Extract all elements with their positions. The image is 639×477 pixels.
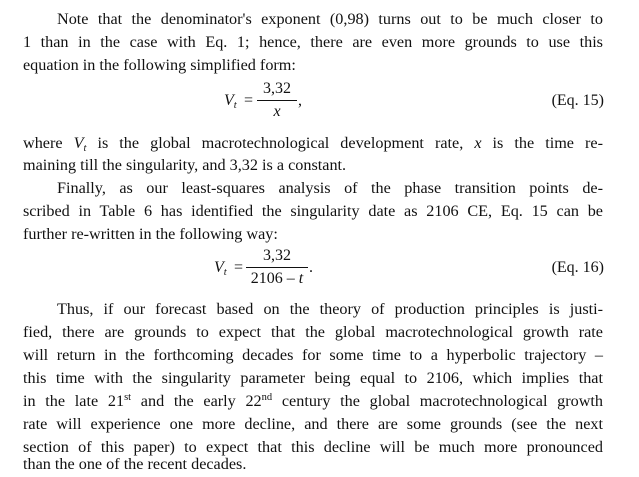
eq16-numerator: 3,32: [263, 247, 291, 264]
paragraph-4-line-7: section of this paper) to expect that this decline will be much more pronounced: [23, 438, 603, 456]
eq16-denominator: 2106 – t: [250, 270, 304, 287]
eq16-lhs: $V_t$: [214, 259, 227, 278]
paragraph-4-line-5: in the late 21st and the early 22nd century the global macrotechnological growth: [23, 392, 604, 410]
eq15-equals: =: [244, 92, 254, 109]
paragraph-4-line-3: will return in the forthcoming decades for some time to a hyperbolic trajectory –: [23, 346, 603, 364]
paragraph-3-line-2: scribed in Table 6 has identified the singularity date as 2106 CE, Eq. 15 can be: [23, 202, 603, 220]
eq15-comma: ,: [298, 92, 302, 109]
eq15-lhs: $V_t$: [224, 92, 237, 111]
eq15-denominator: x: [273, 103, 281, 120]
eq15-fraction: [257, 78, 297, 123]
paragraph-2-line-1: where $V_t$ is the global macrotechnological development rate, x is the time re-: [23, 134, 604, 154]
eq16-period: .: [309, 259, 313, 276]
eq15-numerator: 3,32: [263, 80, 291, 97]
eq16-label: (Eq. 16): [551, 259, 604, 276]
paragraph-4-line-4: this time with the singularity parameter being equal to 2106, which implies that: [23, 369, 603, 387]
paragraph-1-line-3: equation in the following simplified form:: [23, 56, 296, 74]
paragraph-1-line-1: Note that the denominator's exponent (0,98) turns out to be much closer to: [57, 10, 603, 28]
paragraph-4-line-1: Thus, if our forecast based on the theory of production principles is justi-: [57, 300, 603, 318]
eq16-equals: =: [234, 259, 244, 276]
paragraph-3-line-1: Finally, as our least-squares analysis of the phase transition points de-: [57, 179, 603, 197]
eq15-label: (Eq. 15): [551, 92, 604, 109]
paragraph-4-line-6: rate will experience one more decline, and there are some grounds (see the next: [23, 415, 603, 433]
paragraph-2-line-2: maining till the singularity, and 3,32 is a constant.: [23, 156, 347, 174]
paragraph-4-line-8: than the one of the recent decades.: [23, 455, 247, 473]
paragraph-1-line-2: 1 than in the case with Eq. 1; hence, there are even more grounds to use this: [23, 33, 603, 51]
paragraph-3-line-3: further re-written in the following way:: [23, 225, 278, 243]
eq16-fraction: [246, 245, 308, 290]
paragraph-4-line-2: fied, there are grounds to expect that the global macrotechnological growth rate: [23, 323, 603, 341]
